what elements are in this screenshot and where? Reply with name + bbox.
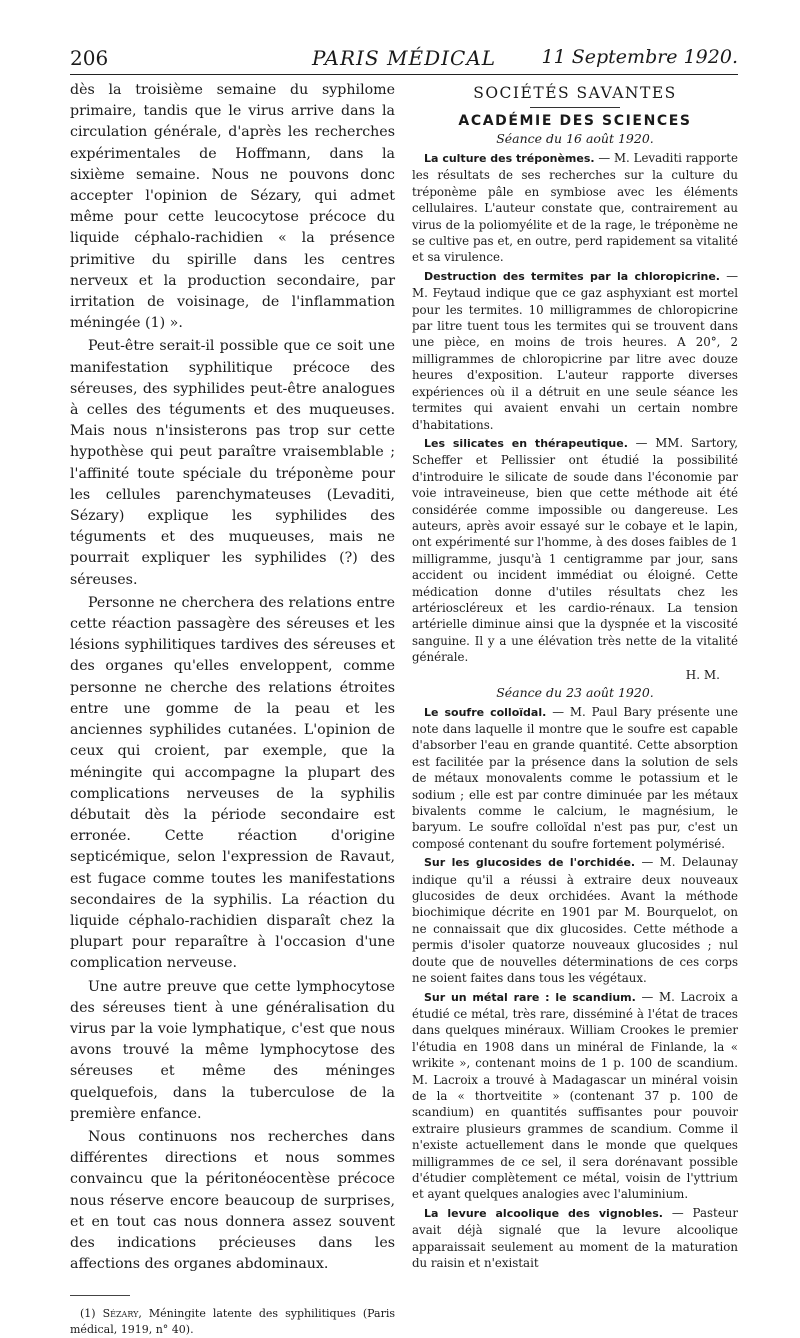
- left-column: [70, 80, 395, 1338]
- header-rule: [70, 74, 738, 75]
- entry-title: La culture des tréponèmes.: [424, 152, 595, 165]
- paragraph: Personne ne cherchera des relations entre cette réaction passagère des séreuses et les lésions syphilitiques tardives des séreuses et des organes qu'elles enveloppent, comme personne ne cherche des relations étroites entre une gomme de la peau et les anciennes syphilides cutanées. L'opinion de ceux qui croient, par exemple, que la méningite qui accompagne la plupart des complications nerveuses de la syphilis débutait dès la période secondaire est erronée. Cette réaction d'origine septicémique, selon l'expression de Ravaut, est fugace comme toutes les manifestations secondaires de la syphilis. La réaction du liquide céphalo-rachidien disparaît chez la plupart pour reparaître à l'occasion d'une complication nerveuse.: [70, 594, 395, 972]
- entry-title: Sur un métal rare : le scandium.: [424, 990, 636, 1004]
- academy-title: ACADÉMIE DES SCIENCES: [458, 113, 692, 129]
- entry-title: Les silicates en thérapeutique.: [424, 436, 628, 450]
- report-entry: [412, 854, 738, 986]
- footnote-author: Sézary,: [102, 1307, 142, 1321]
- paragraph: dès la troisième semaine du syphilome primaire, tandis que le virus arrive dans la circulation générale, d'après les recherches expérimentales de Hoffmann, dans la sixième semaine. Nous ne pouvons donc accepter l'opinion de Sézary, qui admet même pour cette leucocytose précoce du liquide céphalo-rachidien « la présence primitive du spirille dans les centres nerveux et la production secondaire, par irritation de voisinage, de l'inflammation méningée (1) ».: [70, 82, 395, 332]
- entry-title: Sur les glucosides de l'orchidée.: [424, 856, 636, 870]
- report-entry: [412, 1205, 738, 1272]
- page-header: [70, 46, 738, 72]
- session-date: Séance du 23 août 1920.: [496, 684, 654, 700]
- entry-text: — M. Delaunay indique qu'il a réussi à extraire deux nouveaux glucosides de deux orchidées. Avant la méthode biochimique décrite en 1901 par M. Bourquelot, on ne connaissait que dix glucosides. Cette méthode a permis d'isoler quatorze nouveaux glucosides ; nul doute que de nouvelles déterminations de ces corps ne soient faites dans tous les végétaux.: [412, 855, 739, 986]
- footnote-text: Méningite latente des syphilitiques (Paris médical, 1919, n° 40).: [70, 1307, 396, 1337]
- entry-text: — M. Feytaud indique que ce gaz asphyxiant est mortel pour les termites. 10 milligrammes de chloropicrine par litre tuent tous les termites qui se trouvent dans une pièce, en moins de trois heures. A 20°, 2 milligrammes de chloropicrine par litre avec douze heures d'exposition. L'auteur rapporte diverses expériences où il a détruit en une seule séance les termites qui avaient envahi un certain nombre d'habitations.: [412, 268, 739, 432]
- footnote: [70, 1306, 395, 1338]
- report-entry: [412, 268, 738, 433]
- issue-date: 11 Septembre 1920.: [541, 46, 738, 68]
- paragraph: Une autre preuve que cette lymphocytose des séreuses tient à une généralisation du virus par la voie lymphatique, c'est que nous avons trouvé la même lymphocytose des séreuses et même des méninges quelquefois, dans la tuberculose de la première enfance.: [70, 978, 395, 1122]
- paragraph: Peut-être serait-il possible que ce soit une manifestation syphilitique précoce des séreuses, des syphilides peut-être analogues à celles des téguments et des muqueuses. Mais nous n'insisterons pas trop sur cette hypothèse qui peut paraître vraisemblable ; l'affinité toute spéciale du tréponème pour les cellules parenchymateuses (Levaditi, Sézary) explique les syphilides des téguments et des muqueuses, mais ne pourrait expliquer les syphilides (?) des séreuses.: [70, 338, 395, 588]
- entry-title: Destruction des termites par la chloropicrine.: [424, 269, 720, 283]
- entry-title: La levure alcoolique des vignobles.: [424, 1206, 663, 1220]
- page-number: 206: [70, 46, 109, 70]
- paragraph: Nous continuons nos recherches dans différentes directions et nous sommes convaincu que la péritonéocentèse précoce nous réserve encore beaucoup de surprises, et en tout cas nous donnera assez souvent des indications précieuses dans les affections des organes abdominaux.: [70, 1128, 395, 1273]
- entry-text: — M. Levaditi rapporte les résultats de ses recherches sur la culture du tréponème pâle en symbiose avec les éléments cellulaires. L'auteur constate que, contrairement au virus de la poliomyélite et de la rage, le tréponème ne se cultive pas et, en outre, perd rapidement sa vitalité et sa virulence.: [412, 151, 738, 265]
- section-title: SOCIÉTÉS SAVANTES: [473, 84, 677, 102]
- right-column: [412, 80, 738, 1273]
- report-entry: [412, 989, 738, 1203]
- entry-text: — Pasteur avait déjà signalé que la levure alcoolique apparaissait seulement au moment de la maturation du raisin et n'existait: [412, 1205, 738, 1270]
- entry-text: — MM. Sartory, Scheffer et Pellissier ont étudié la possibilité d'introduire le silicate de soude dans l'économie par voie intraveineuse, bien que cette méthode ait été considérée comme impossible ou dangereuse. Les auteurs, après avoir essayé sur le cobaye et le lapin, ont expérimenté sur l'homme, à des doses faibles de 1 milligramme, jusqu'à 1 centigramme par jour, sans accident ou incident immédiat ou éloigné. Cette médication donne d'utiles résultats chez les artérioscléreux et les cardio-rénaux. La tension artérielle diminue ainsi que la dyspnée et la viscosité sanguine. Il y a une élévation très nette de la vitalité générale.: [412, 435, 738, 665]
- journal-title: PARIS MÉDICAL: [311, 46, 497, 70]
- report-entry: [412, 435, 738, 666]
- entry-text: — M. Lacroix a étudié ce métal, très rare, disséminé à l'état de traces dans quelques minéraux. William Crookes le premier l'étudia en 1908 dans un minéral de Finlande, la « wrikite », contenant moins de 1 p. 100 de scandium. M. Lacroix a trouvé à Madagascar un minéral voisin de la « thortveitite » (contenant 37 p. 100 de scandium) en quantités suffisantes pour pouvoir extraire plusieurs grammes de scandium. Comme il n'existe actuellement dans le monde que quelques milligrammes de ce sel, il sera dorénavant possible d'étudier complètement ce métal, voisin de l'yttrium et ayant quelques analogies avec l'aluminium.: [412, 989, 738, 1202]
- entry-text: — M. Paul Bary présente une note dans laquelle il montre que le soufre est capable d'absorber l'eau en grande quantité. Cette absorption est facilitée par la présence dans la solution de sels de métaux monovalents comme le potassium et le sodium ; elle est par contre diminuée par les métaux bivalents comme le calcium, le magnésium, le baryum. Le soufre colloïdal n'est pas pur, c'est un composé contenant du soufre fortement polymérisé.: [412, 704, 738, 851]
- footnote-rule: [70, 1295, 130, 1296]
- report-entry: [412, 704, 738, 853]
- footnote-marker: (1): [80, 1307, 96, 1321]
- section-rule: [530, 107, 620, 108]
- report-entry: [412, 150, 738, 266]
- entry-title: Le soufre colloïdal.: [424, 705, 547, 719]
- signature: H. M.: [685, 667, 720, 682]
- session-date: Séance du 16 août 1920.: [496, 131, 654, 146]
